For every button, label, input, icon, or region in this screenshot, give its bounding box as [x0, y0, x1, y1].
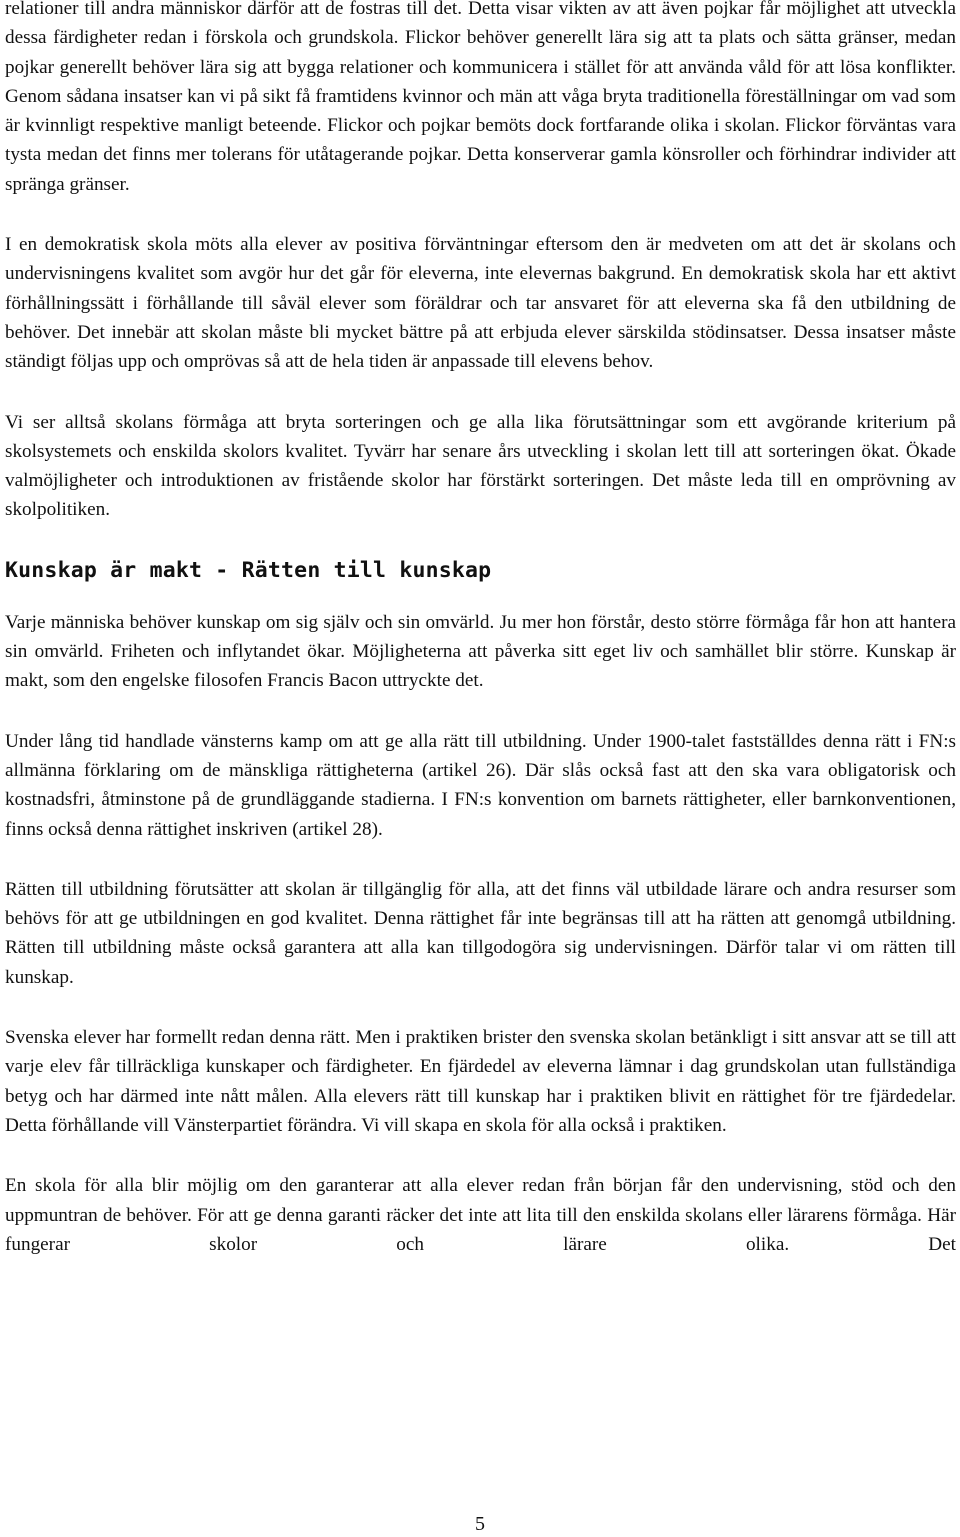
paragraph-knowledge-power: Varje människa behöver kunskap om sig själv och sin omvärld. Ju mer hon förstår, desto större förmåga får hon att hantera sin omvärld. Friheten och inflytandet ökar. Möjligheterna att påverka sitt eget liv och samhället blir större. Kunskap är makt, som den engelske filosofen Francis Bacon uttryckte det.: [5, 611, 956, 692]
paragraph-school-for-all: En skola för alla blir möjlig om den garanterar att alla elever redan från början får den undervisning, stöd och den uppmuntran de behöver. För att ge denna garanti räcker det inte att lita till den enskilda skolans eller lärarens förmåga. Här fungerar skolor och lärare olika. Det: [5, 1175, 956, 1255]
paragraph-school-accessible: Rätten till utbildning förutsätter att skolan är tillgänglig för alla, att det finns väl utbildade lärare och andra resurser som behövs för att ge utbildningen en god kvalitet. Denna rättighet får inte begränsas till att ha rätten att genomgå utbildning. Rätten till utbildning måste också garantera att alla kan tillgodogöra sig undervisningen. Därför talar vi om rätten till kunskap.: [5, 878, 956, 988]
paragraph-gender-roles: relationer till andra människor därför att de fostras till det. Detta visar vikten av att även pojkar får möjlighet att utveckla dessa färdigheter redan i förskola och grundskola. Flickor behöver generellt lära sig att ta plats och sätta gränser, medan pojkar generellt behöver lära sig att bygga relationer och kommunicera i stället för att använda våld för att lösa konflikter. Genom sådana insatser kan vi på sikt få framtidens kvinnor och män att våga bryta traditionella föreställningar om vad som är kvinnligt respektive manligt beteende. Flickor och pojkar bemöts dock fortfarande olika i skolan. Flickor förväntas vara tysta medan det finns mer tolerans för utåtagerande pojkar. Detta konserverar gamla könsroller och förhindrar individer att spränga gränser.: [5, 0, 956, 195]
page-number: 5: [475, 1513, 485, 1535]
document-page: [5, 0, 956, 1290]
paragraph-right-to-education: Under lång tid handlade vänsterns kamp om att ge alla rätt till utbildning. Under 1900-talet fastställdes denna rätt i FN:s allmänna förklaring om de mänskliga rättigheterna (artikel 26). Där slås också fast att den ska vara obligatorisk och kostnadsfri, åtminstone på de grundläggande stadierna. I FN:s konvention om barnets rättigheter, eller barnkonventionen, finns också denna rättighet inskriven (artikel 28).: [5, 730, 956, 840]
paragraph-swedish-pupils: Svenska elever har formellt redan denna rätt. Men i praktiken brister den svenska skolan betänkligt i sitt ansvar att se till att varje elev får tillräckliga kunskaper och färdigheter. En fjärdedel av eleverna lämnar i dag grundskolan utan fullständiga betyg och har därmed inte nått målen. Alla elevers rätt till kunskap har i praktiken blivit en rättighet för tre fjärdedelar. Detta förhållande vill Vänsterpartiet förändra. Vi vill skapa en skola för alla också i praktiken.: [5, 1027, 956, 1136]
paragraph-democratic-school: I en demokratisk skola möts alla elever av positiva förväntningar eftersom den är medveten om att det är skolans och undervisningens kvalitet som avgör hur det går för eleverna, inte elevernas bakgrund. En demokratisk skola har ett aktivt förhållningssätt i förhållande till såväl elever som föräldrar och tar ansvaret för att eleverna ska få den utbildning de behöver. Det innebär att skolan måste bli mycket bättre på att erbjuda elever särskilda stödinsatser. Dessa insatser måste ständigt följas upp och omprövas så att de hela tiden är anpassade till elevens behov.: [5, 234, 956, 373]
section-heading: Kunskap är makt - Rätten till kunskap: [5, 557, 492, 583]
paragraph-sorting: Vi ser alltså skolans förmåga att bryta sorteringen och ge alla lika förutsättningar som ett avgörande kriterium på skolsystemets och enskilda skolors kvalitet. Tyvärr har senare års utveckling i skolan lett till att sorteringen ökat. Ökade valmöjligheter och introduktionen av fristående skolor har förstärkt sorteringen. Det måste leda till en omprövning av skolpolitiken.: [5, 411, 956, 521]
